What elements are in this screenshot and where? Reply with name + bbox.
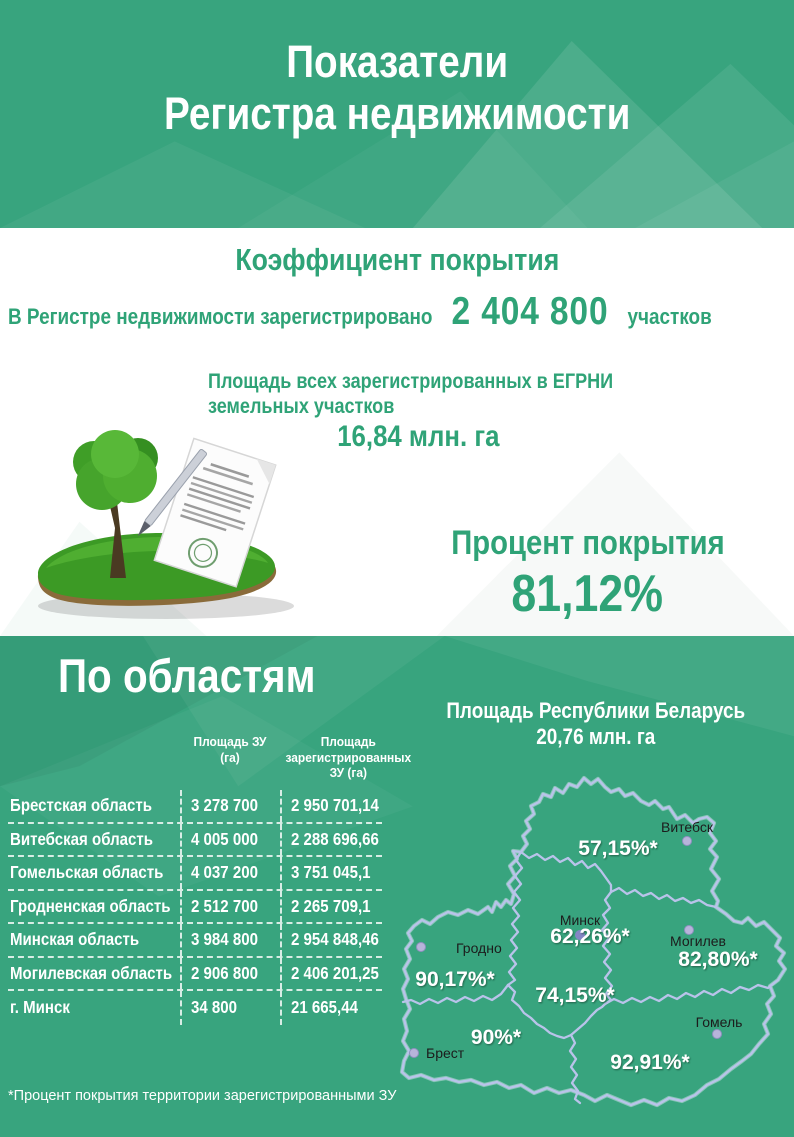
col-header-area: Площадь ЗУ (га) — [193, 734, 267, 765]
grodno-city-label: Гродно — [456, 940, 502, 956]
region-name: Витебская область — [10, 828, 154, 849]
gomel-city-label: Гомель — [695, 1014, 743, 1030]
region-registered: 21 665,44 — [291, 997, 358, 1018]
vitebsk-percent: 57,15%* — [578, 837, 658, 860]
table-row — [8, 924, 382, 958]
header-banner — [0, 0, 794, 228]
minsk-city-label: Минск — [559, 912, 601, 928]
regions-heading: По областям — [58, 649, 316, 702]
region-name: Гомельская область — [10, 862, 164, 883]
registered-suffix: участков — [627, 304, 712, 329]
vitebsk-city-label: Витебск — [660, 819, 714, 835]
region-name: Гродненская область — [10, 895, 171, 916]
mogilev-city-label: Могилев — [670, 933, 726, 949]
brest-city-dot — [410, 1049, 419, 1058]
gomel-city-dot — [713, 1030, 722, 1039]
registered-prefix: В Регистре недвижимости зарегистрировано — [8, 304, 433, 329]
belarus-area-title-line2: 20,76 млн. га — [536, 724, 656, 750]
table-header-row — [8, 734, 412, 786]
grodno-city-dot — [417, 943, 426, 952]
minsk-gomel-border — [571, 1004, 605, 1035]
region-name: Брестская область — [10, 795, 153, 816]
region-registered: 2 950 701,14 — [291, 795, 379, 816]
table-row — [8, 857, 382, 891]
region-name: Могилевская область — [10, 962, 173, 983]
region-name: Минская область — [10, 929, 140, 950]
registered-count-line — [8, 290, 788, 334]
minsk-city-percent: 62,26%* — [550, 925, 630, 948]
brest-city-label: Брест — [426, 1045, 465, 1061]
region-area: 4 005 000 — [191, 828, 258, 849]
registered-area-value: 16,84 млн. га — [336, 420, 500, 453]
regions-section — [0, 636, 794, 1137]
mogilev-percent: 82,80%* — [678, 948, 758, 971]
minsk-region-percent: 74,15%* — [535, 984, 615, 1007]
land-plot-graphic — [16, 410, 302, 624]
table-row — [8, 991, 382, 1025]
table-row — [8, 790, 382, 824]
vitebsk-mogilev-border — [611, 888, 716, 907]
page-title-line1: Показатели — [286, 36, 508, 87]
footnote: *Процент покрытия территории зарегистрированными ЗУ — [8, 1088, 397, 1104]
map-labels — [415, 819, 758, 1074]
belarus-area-title-line1: Площадь Республики Беларусь — [446, 698, 746, 723]
region-area: 3 278 700 — [191, 795, 258, 816]
region-area: 34 800 — [191, 997, 238, 1018]
vitebsk-city-dot — [683, 837, 692, 846]
registered-area-label: Площадь всех зарегистрированных в ЕГРНИ земельных участков — [208, 370, 614, 418]
land-plot-illustration — [16, 410, 302, 624]
page-title-line2: Регистра недвижимости — [163, 88, 631, 140]
registered-count: 2 404 800 — [451, 290, 609, 333]
region-registered: 2 288 696,66 — [291, 828, 379, 849]
regions-table — [8, 734, 412, 1025]
belarus-area-title — [400, 698, 792, 751]
region-registered: 2 954 848,46 — [291, 929, 379, 950]
region-registered: 2 406 201,25 — [291, 962, 379, 983]
grodno-percent: 90,17%* — [415, 968, 495, 991]
coverage-percent-label: Процент покрытия — [450, 524, 725, 562]
brest-percent: 90%* — [470, 1026, 522, 1049]
coverage-heading: Коэффициент покрытия — [235, 242, 559, 277]
page-title — [0, 36, 794, 140]
mogilev-gomel-border — [605, 980, 778, 1004]
region-area: 4 037 200 — [191, 862, 258, 883]
table-row — [8, 824, 382, 858]
tree-foliage — [91, 430, 139, 478]
region-registered: 2 265 709,1 — [291, 895, 371, 916]
col-header-empty — [8, 734, 180, 786]
region-area: 2 906 800 — [191, 962, 258, 983]
region-registered: 3 751 045,1 — [291, 862, 371, 883]
table-row — [8, 891, 382, 925]
region-area: 3 984 800 — [191, 929, 258, 950]
table-row — [8, 958, 382, 992]
coverage-section — [0, 228, 794, 636]
gomel-percent: 92,91%* — [610, 1051, 690, 1074]
region-name: г. Минск — [10, 997, 70, 1018]
belarus-map — [398, 752, 794, 1137]
coverage-percent-value: 81,12% — [511, 565, 664, 623]
col-header-registered: Площадь зарегистрированных ЗУ (га) — [285, 734, 412, 781]
region-area: 2 512 700 — [191, 895, 258, 916]
